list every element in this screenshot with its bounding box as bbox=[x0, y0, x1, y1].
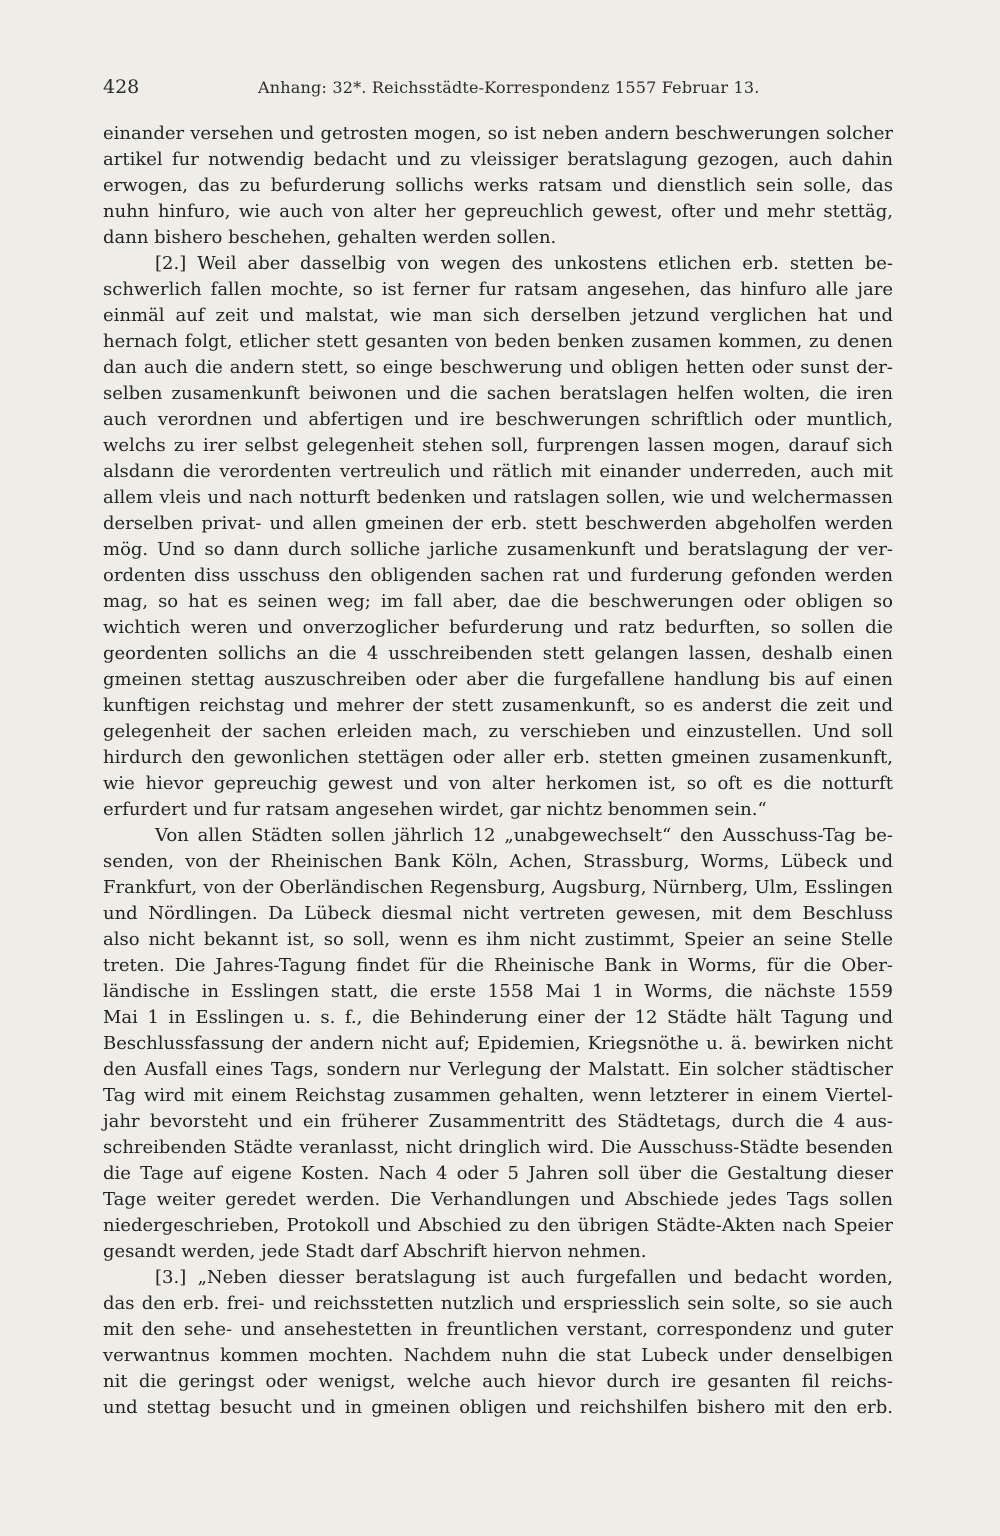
text-line: mit den sehe- und ansehestetten in freuntlichen verstant, correspondenz und guter bbox=[103, 1319, 893, 1340]
text-line: den Ausfall eines Tags, sondern nur Verlegung der Malstatt. Ein solcher städtischer bbox=[103, 1059, 893, 1080]
text-line: erfurdert und fur ratsam angesehen wirdet, gar nichtz benommen sein.“ bbox=[103, 799, 767, 820]
text-line: auch verordnen und abfertigen und ire beschwerungen schriftlich oder muntlich, bbox=[103, 409, 893, 430]
text-line: also nicht bekannt ist, so soll, wenn es ihm nicht zustimmt, Speier an seine Stelle bbox=[103, 929, 893, 950]
text-line: hirdurch den gewonlichen stettägen oder aller erb. stetten gmeinen zusamenkunft, bbox=[103, 747, 893, 768]
text-line: nit die geringst oder wenigst, welche auch hievor durch ire gesanten fil reichs- bbox=[103, 1371, 893, 1392]
text-line: allem vleis und nach notturft bedenken und ratslagen sollen, wie und welchermassen bbox=[103, 487, 893, 508]
text-line: dan auch die andern stett, so einge beschwerung und obligen hetten oder sunst der- bbox=[103, 357, 893, 378]
text-line: niedergeschrieben, Protokoll und Abschied zu den übrigen Städte-Akten nach Speier bbox=[103, 1215, 893, 1236]
text-line: gmeinen stettag auszuschreiben oder aber die furgefallene handlung bis auf einen bbox=[103, 669, 893, 690]
text-line: mag, so hat es seinen weg; im fall aber, dae die beschwerungen oder obligen so bbox=[103, 591, 893, 612]
page-header bbox=[103, 74, 893, 104]
text-line: das den erb. frei- und reichsstetten nutzlich und erspriesslich sein solte, so sie auch bbox=[103, 1293, 893, 1314]
text-line: jahr bevorsteht und ein früherer Zusammentritt des Städtetags, durch die 4 aus- bbox=[103, 1111, 893, 1132]
text-line: artikel fur notwendig bedacht und zu vleissiger beratslagung gezogen, auch dahin bbox=[103, 149, 893, 170]
text-line: gesandt werden, jede Stadt darf Abschrift hiervon nehmen. bbox=[103, 1241, 647, 1262]
text-line: schwerlich fallen mochte, so ist ferner fur ratsam angesehen, das hinfuro alle jare bbox=[103, 279, 893, 300]
text-line: Beschlussfassung der andern nicht auf; Epidemien, Kriegsnöthe u. ä. bewirken nicht bbox=[103, 1033, 893, 1054]
text-line: Frankfurt, von der Oberländischen Regensburg, Augsburg, Nürnberg, Ulm, Esslingen bbox=[103, 877, 893, 898]
text-line: hernach folgt, etlicher stett gesanten von beden benken zusamen kommen, zu denen bbox=[103, 331, 893, 352]
text-line: geordenten sollichs an die 4 usschreibenden stett gelangen lassen, deshalb einen bbox=[103, 643, 893, 664]
text-line: schreibenden Städte veranlasst, nicht dringlich wird. Die Ausschuss-Städte besenden bbox=[103, 1137, 893, 1158]
text-line: kunftigen reichstag und mehrer der stett zusamenkunft, so es anderst die zeit und bbox=[103, 695, 893, 716]
text-line: ordenten diss usschuss den obligenden sachen rat und furderung gefonden werden bbox=[103, 565, 893, 586]
text-line: Tage weiter geredet werden. Die Verhandlungen und Abschiede jedes Tags sollen bbox=[103, 1189, 893, 1210]
text-line: alsdann die verordenten vertreulich und rätlich mit einander underreden, auch mit bbox=[103, 461, 893, 482]
text-line: gelegenheit der sachen erleiden mach, zu verschieben und einzustellen. Und soll bbox=[103, 721, 893, 742]
text-line: Mai 1 in Esslingen u. s. f., die Behinderung einer der 12 Städte hält Tagung und bbox=[103, 1007, 893, 1028]
text-line: die Tage auf eigene Kosten. Nach 4 oder 5 Jahren soll über die Gestaltung dieser bbox=[103, 1163, 893, 1184]
text-line: nuhn hinfuro, wie auch von alter her gepreuchlich gewest, ofter und mehr stettäg, bbox=[103, 201, 893, 222]
running-head: Anhang: 32*. Reichsstädte-Korrespondenz 1557 Februar 13. bbox=[258, 78, 760, 97]
text-line: senden, von der Rheinischen Bank Köln, Achen, Strassburg, Worms, Lübeck und bbox=[103, 851, 893, 872]
text-line: erwogen, das zu befurderung sollichs werks ratsam und dienstlich sein solle, das bbox=[103, 175, 893, 196]
text-line: welchs zu irer selbst gelegenheit stehen soll, furprengen lassen mogen, darauf sich bbox=[103, 435, 893, 456]
text-line: mög. Und so dann durch solliche jarliche zusamenkunft und beratslagung der ver- bbox=[103, 539, 893, 560]
text-line: treten. Die Jahres-Tagung findet für die Rheinische Bank in Worms, für die Ober- bbox=[103, 955, 893, 976]
paragraph-start-line: Von allen Städten sollen jährlich 12 „unabgewechselt“ den Ausschuss-Tag be- bbox=[155, 825, 893, 846]
body-text bbox=[103, 121, 893, 1421]
text-line: verwantnus kommen mochten. Nachdem nuhn die stat Lubeck under denselbigen bbox=[103, 1345, 893, 1366]
text-line: und stettag besucht und in gmeinen obligen und reichshilfen bishero mit den erb. bbox=[103, 1397, 893, 1418]
paragraph-start-line: [2.] Weil aber dasselbig von wegen des unkostens etlichen erb. stetten be- bbox=[155, 253, 893, 274]
text-line: einander versehen und getrosten mogen, so ist neben andern beschwerungen solcher bbox=[103, 123, 893, 144]
text-line: derselben privat- und allen gmeinen der erb. stett beschwerden abgeholfen werden bbox=[103, 513, 893, 534]
text-line: selben zusamenkunft beiwonen und die sachen beratslagen helfen wolten, die iren bbox=[103, 383, 893, 404]
paragraph-start-line: [3.] „Neben diesser beratslagung ist auch furgefallen und bedacht worden, bbox=[155, 1267, 893, 1288]
text-line: wie hievor gepreuchig gewest und von alter herkomen ist, so oft es die notturft bbox=[103, 773, 893, 794]
text-line: und Nördlingen. Da Lübeck diesmal nicht vertreten gewesen, mit dem Beschluss bbox=[103, 903, 893, 924]
text-line: ländische in Esslingen statt, die erste 1558 Mai 1 in Worms, die nächste 1559 bbox=[103, 981, 893, 1002]
text-line: dann bishero beschehen, gehalten werden sollen. bbox=[103, 227, 557, 248]
text-line: wichtich weren und onverzoglicher befurderung und ratz bedurften, so sollen die bbox=[103, 617, 893, 638]
text-line: Tag wird mit einem Reichstag zusammen gehalten, wenn letzterer in einem Viertel- bbox=[103, 1085, 893, 1106]
page-number: 428 bbox=[103, 76, 140, 98]
text-line: einmäl auf zeit und malstat, wie man sich derselben jetzund verglichen hat und bbox=[103, 305, 893, 326]
